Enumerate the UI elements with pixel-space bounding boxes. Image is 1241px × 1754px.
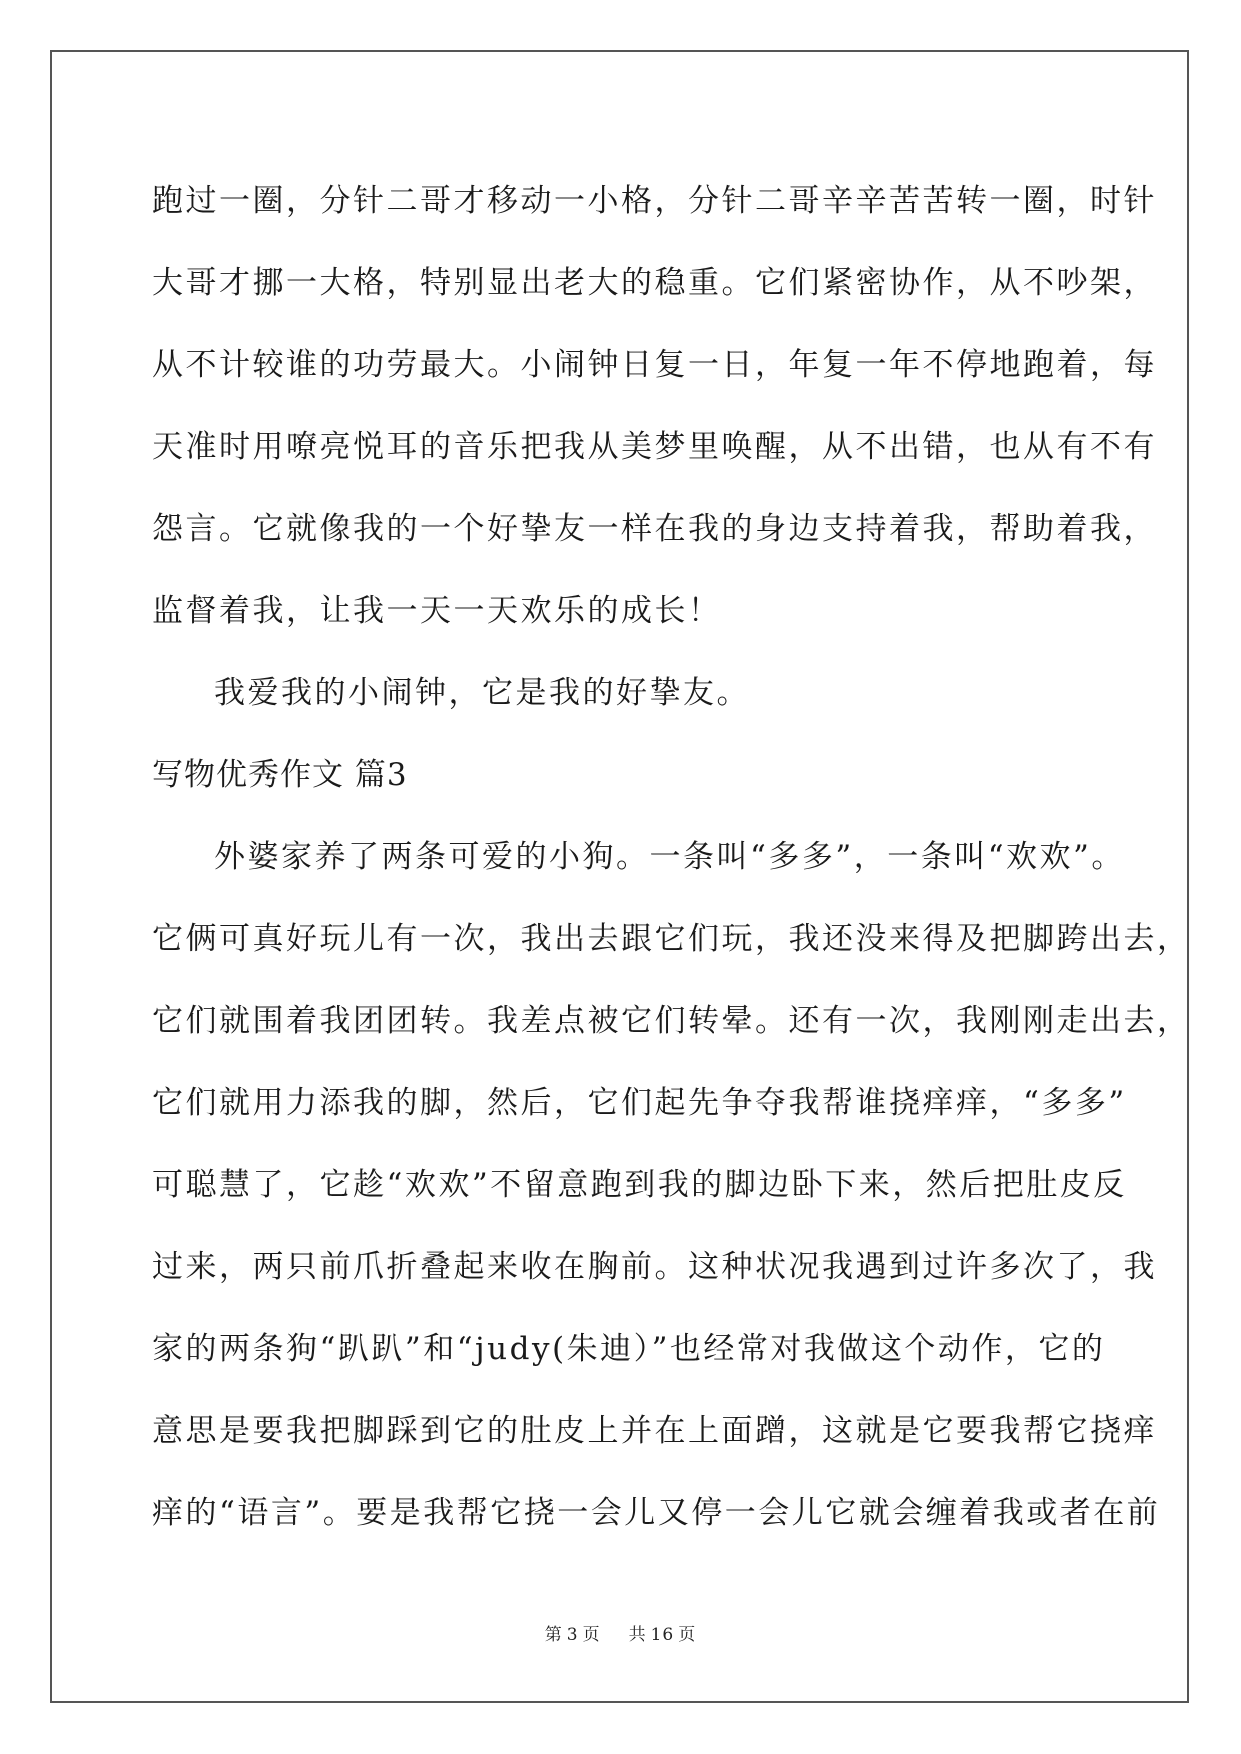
page-prefix: 第 (544, 1625, 563, 1645)
paragraph-line: 怨言。它就像我的一个好挚友一样在我的身边支持着我，帮助着我， (152, 511, 1157, 547)
paragraph-line: 从不计较谁的功劳最大。小闹钟日复一日，年复一年不停地跑着，每 (152, 347, 1157, 383)
paragraph-line: 我爱我的小闹钟，它是我的好挚友。 (214, 675, 750, 711)
paragraph-line: 可聪慧了，它趁“欢欢”不留意跑到我的脚边卧下来，然后把肚皮反 (152, 1167, 1127, 1203)
paragraph-line: 它俩可真好玩儿有一次，我出去跟它们玩，我还没来得及把脚跨出去， (152, 921, 1191, 957)
paragraph-line: 监督着我，让我一天一天欢乐的成长！ (152, 593, 722, 629)
paragraph-line: 过来，两只前爪折叠起来收在胸前。这种状况我遇到过许多次了，我 (152, 1249, 1157, 1285)
section-heading: 写物优秀作文 篇3 (152, 757, 408, 793)
paragraph-line: 天准时用嘹亮悦耳的音乐把我从美梦里唤醒，从不出错，也从有不有 (152, 429, 1157, 465)
paragraph-line: 大哥才挪一大格，特别显出老大的稳重。它们紧密协作，从不吵架， (152, 265, 1157, 301)
paragraph-line: 它们就用力添我的脚，然后，它们起先争夺我帮谁挠痒痒，“多多” (152, 1085, 1127, 1121)
total-prefix: 共 (628, 1625, 647, 1645)
page-footer (0, 1620, 1241, 1645)
page-suffix: 页 (582, 1625, 601, 1645)
paragraph-line: 跑过一圈，分针二哥才移动一小格，分针二哥辛辛苦苦转一圈，时针 (152, 183, 1157, 219)
total-suffix: 页 (678, 1625, 697, 1645)
paragraph-line: 痒的“语言”。要是我帮它挠一会儿又停一会儿它就会缠着我或者在前 (152, 1495, 1161, 1531)
page-number: 3 (566, 1625, 579, 1645)
paragraph-line: 意思是要我把脚踩到它的肚皮上并在上面蹭，这就是它要我帮它挠痒 (152, 1413, 1157, 1449)
paragraph-line: 外婆家养了两条可爱的小狗。一条叫“多多”，一条叫“欢欢”。 (214, 839, 1125, 875)
document-body (152, 160, 1191, 1554)
paragraph-line: 家的两条狗“趴趴”和“judy(朱迪）”也经常对我做这个动作，它的 (152, 1331, 1106, 1367)
paragraph-line: 它们就围着我团团转。我差点被它们转晕。还有一次，我刚刚走出去， (152, 1003, 1191, 1039)
total-pages: 16 (650, 1625, 675, 1645)
